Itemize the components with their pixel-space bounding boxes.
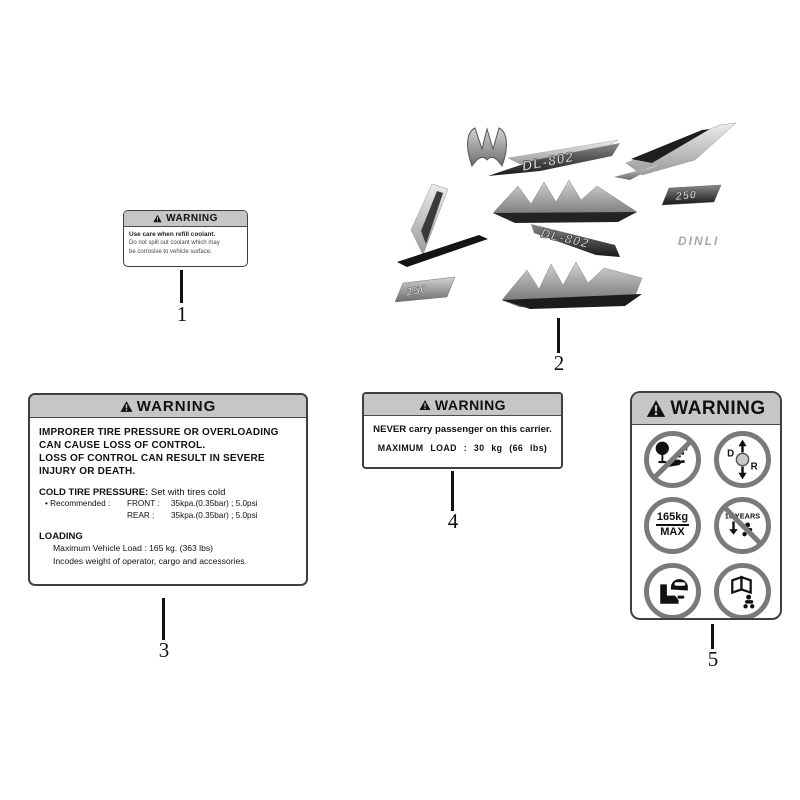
callout-line-1 [180,270,183,303]
callout-number-2: 2 [553,351,565,375]
max-load-word: MAX [660,526,685,539]
cold-tire-title: COLD TIRE PRESSURE: [39,487,149,498]
callout-number-4: 4 [447,509,459,533]
hazard-line: CAN CAUSE LOSS OF CONTROL. [39,440,206,451]
loading-title: LOADING [39,530,83,542]
shift-d-letter: D [727,448,735,460]
warning-header-text: WARNING [166,213,218,224]
recommended-label: • Recommended : [45,499,111,508]
callout-line-2 [557,318,560,353]
coolant-warning-title: Use care when refill coolant. [129,231,216,238]
shift-lever-icon [719,436,766,483]
max-load-value: 165kg [656,511,689,526]
front-label: FRONT : [127,499,160,508]
decal-model-text-bottom: DL-802 [539,225,591,252]
decal-model-text-top: DL-802 [520,148,576,174]
pictogram-warning-label [630,391,782,620]
hazard-line: INJURY OR DEATH. [39,466,136,477]
decal-brand-text: DINLI [678,234,720,248]
max-load-pictogram [644,497,701,554]
crown-logo [468,128,507,166]
warning-triangle-icon [153,214,162,223]
decal-cc-text-right: 250 [675,188,698,203]
warning-triangle-icon [646,399,666,418]
age-restriction-pictogram [714,497,771,554]
read-manual-pictogram [714,563,771,620]
warning-header [124,211,247,227]
coolant-warning-line2: be corrosive to vehicle surface. [129,248,212,255]
rear-label: REAR : [127,510,155,520]
loading-line1: Maximum Vehicle Load : 165 kg. (363 lbs) [53,542,214,553]
coolant-warning-label [123,210,248,267]
carrier-warning-label [362,392,563,469]
callout-number-3: 3 [158,638,170,662]
tire-pressure-warning-label [28,393,308,586]
decal-cc-text-left: 250 [405,283,429,299]
carrier-max-load: MAXIMUM LOAD : 30 kg (66 lbs) [377,443,548,453]
no-alcohol-pictogram [644,431,701,488]
owners-manual-icon [719,568,766,615]
decal-blade [626,123,736,175]
loading-line2: Incodes weight of operator, cargo and accessories. [53,555,247,566]
callout-line-4 [451,471,454,511]
warning-header-text: WARNING [434,396,507,413]
cold-tire-text: Set with tires cold [148,487,226,498]
warning-header-text: WARNING [670,397,766,419]
warning-header [364,394,561,416]
warning-header-text: WARNING [136,397,217,415]
callout-line-5 [711,624,714,649]
warning-header [632,393,780,425]
callout-line-3 [162,598,165,640]
decal-wing-edge [493,212,637,223]
front-pressure-value: 35kpa.(0.35bar) ; 5.0psi [171,499,258,508]
callout-number-5: 5 [707,647,719,671]
coolant-warning-line1: Do not spill out coolant which may [129,240,220,247]
helmet-boot-icon [649,568,696,615]
warning-triangle-icon [120,400,133,413]
protective-gear-pictogram [644,563,701,620]
hazard-line: IMPRORER TIRE PRESSURE OR OVERLOADING [39,427,279,438]
carrier-warning-line1: NEVER carry passenger on this carrier. [373,424,552,435]
age-restriction-icon [719,502,766,549]
callout-number-1: 1 [176,302,188,326]
warning-triangle-icon [419,399,431,411]
hazard-line: LOSS OF CONTROL CAN RESULT IN SEVERE [39,453,265,464]
decal-blade [397,235,488,267]
age-text: 16 YEARS [724,511,761,521]
shift-r-letter: R [750,461,758,473]
decal-kit-graphic [390,116,750,322]
no-alcohol-icon [649,436,696,483]
warning-header [30,395,306,418]
rear-pressure-value: 35kpa.(0.35bar) ; 5.0psi [171,510,258,520]
shift-pattern-pictogram [714,431,771,488]
